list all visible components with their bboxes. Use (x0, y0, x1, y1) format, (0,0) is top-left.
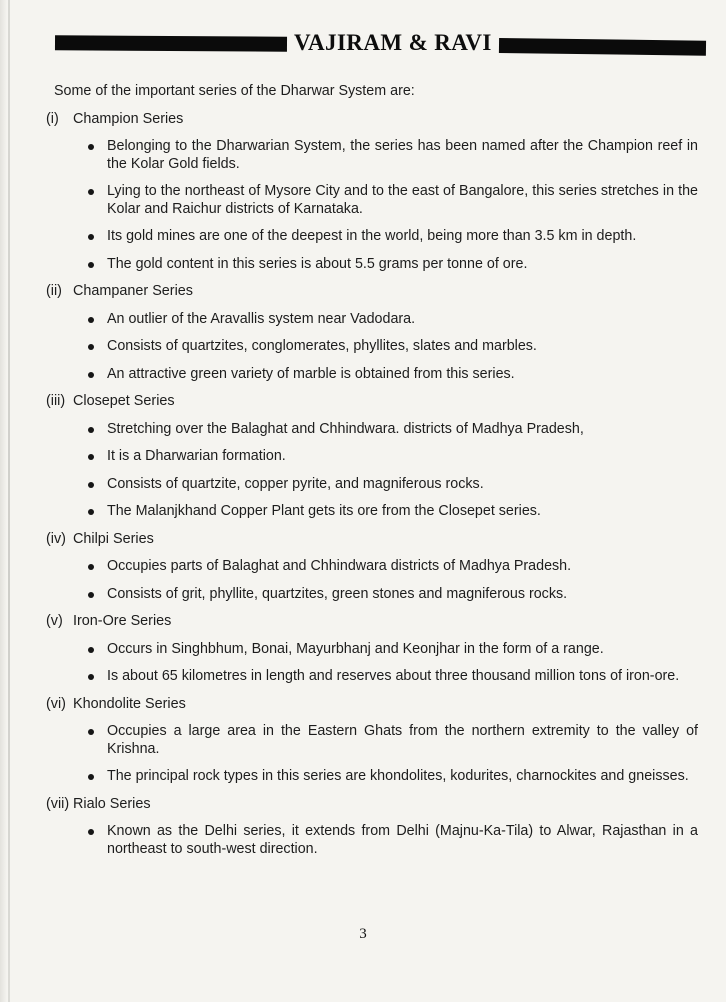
bullet-text: An outlier of the Aravallis system near Vadodara. (107, 310, 416, 327)
bullet-item (88, 421, 698, 439)
bullet-dot-icon (88, 482, 94, 488)
bullet-text: Consists of quartzites, conglomerates, phyllites, slates and marbles. (107, 338, 537, 354)
series-heading (46, 796, 698, 814)
bullet-text: Its gold mines are one of the deepest in the world, being more than 3.5 km in depth. (107, 228, 637, 244)
series-title: Rialo Series (73, 795, 151, 812)
series-heading (46, 111, 698, 129)
bullet-text: Is about 65 kilometres in length and reserves about three thousand million tons of iron-ore. (107, 668, 680, 684)
bullet-text: Lying to the northeast of Mysore City and to the east of Bangalore, this series stretches in the Kolar and Raichur districts of Karnataka. (107, 183, 698, 217)
bullet-dot-icon (88, 509, 94, 515)
bullet-text: Belonging to the Dharwarian System, the series has been named after the Champion reef in the Kolar Gold fields. (107, 138, 698, 172)
bullet-text: An attractive green variety of marble is obtained from this series. (107, 365, 515, 382)
series-label: (i) (46, 110, 59, 127)
bullet-item (88, 183, 698, 218)
series-bullets (0, 311, 726, 384)
bullet-dot-icon (88, 564, 94, 570)
bullet-dot-icon (88, 729, 94, 735)
bullet-dot-icon (88, 427, 94, 433)
bullet-dot-icon (88, 592, 94, 598)
series-label: (ii) (46, 283, 62, 299)
bullet-item (88, 138, 698, 173)
series-section (0, 531, 726, 604)
series-title: Chilpi Series (73, 530, 154, 547)
bullet-dot-icon (88, 189, 94, 195)
masthead (0, 0, 726, 56)
header-rule-left (55, 35, 287, 51)
scan-edge-artifact (8, 0, 10, 1002)
series-label: (vi) (46, 695, 66, 712)
series-heading (46, 531, 698, 549)
series-title: Khondolite Series (73, 695, 186, 712)
bullet-text: Known as the Delhi series, it extends from Delhi (Majnu-Ka-Tila) to Alwar, Rajasthan in a northeast to south-west direction. (107, 823, 698, 857)
bullet-text: Consists of grit, phyllite, quartzites, green stones and magniferous rocks. (107, 585, 568, 602)
series-bullets (0, 641, 726, 686)
bullet-item (88, 448, 698, 466)
page-number: 3 (359, 926, 367, 942)
bullet-text: Stretching over the Balaghat and Chhindwara. districts of Madhya Pradesh, (107, 420, 584, 437)
series-heading (46, 613, 698, 631)
bullet-text: The principal rock types in this series are khondolites, kodurites, charnockites and gneisses. (107, 768, 689, 784)
bullet-text: Occupies a large area in the Eastern Ghats from the northern extremity to the valley of Krishna. (107, 723, 698, 757)
bullet-dot-icon (88, 234, 94, 240)
bullet-item (88, 311, 698, 329)
bullet-text: The gold content in this series is about 5.5 grams per tonne of ore. (107, 255, 528, 272)
bullet-dot-icon (88, 344, 94, 350)
series-heading (46, 393, 698, 411)
series-bullets (0, 558, 726, 603)
bullet-item (88, 668, 698, 686)
series-label: (vii) (46, 795, 70, 812)
series-title: Champion Series (73, 110, 184, 127)
series-bullets (0, 138, 726, 273)
bullet-text: The Malanjkhand Copper Plant gets its ore from the Closepet series. (107, 503, 541, 519)
series-label: (v) (46, 613, 63, 629)
series-title: Champaner Series (73, 283, 193, 299)
bullet-item (88, 256, 698, 274)
bullet-item (88, 366, 698, 384)
bullet-item (88, 823, 698, 858)
page-title: VAJIRAM & RAVI (294, 30, 492, 55)
scan-edge-shade (0, 0, 7, 1002)
bullet-item (88, 228, 698, 246)
series-section (0, 796, 726, 859)
series-bullets (0, 723, 726, 786)
series-heading (46, 283, 698, 301)
bullet-item (88, 476, 698, 494)
series-list (0, 111, 726, 859)
series-title: Closepet Series (73, 393, 175, 409)
bullet-dot-icon (88, 674, 94, 680)
bullet-item (88, 641, 698, 659)
series-heading (46, 696, 698, 714)
bullet-text: Consists of quartzite, copper pyrite, and magniferous rocks. (107, 475, 484, 492)
bullet-item (88, 586, 698, 604)
series-title: Iron-Ore Series (73, 613, 172, 629)
bullet-dot-icon (88, 647, 94, 653)
bullet-text: It is a Dharwarian formation. (107, 448, 286, 464)
bullet-dot-icon (88, 144, 94, 150)
series-section (0, 393, 726, 521)
series-section (0, 111, 726, 274)
series-section (0, 283, 726, 383)
bullet-text: Occurs in Singhbhum, Bonai, Mayurbhanj and Keonjhar in the form of a range. (107, 640, 604, 657)
bullet-item (88, 338, 698, 356)
bullet-dot-icon (88, 454, 94, 460)
series-bullets (0, 823, 726, 858)
bullet-item (88, 768, 698, 786)
bullet-dot-icon (88, 774, 94, 780)
series-section (0, 696, 726, 786)
series-bullets (0, 421, 726, 521)
bullet-dot-icon (88, 262, 94, 268)
bullet-dot-icon (88, 372, 94, 378)
bullet-item (88, 503, 698, 521)
header-rule-right (499, 38, 706, 56)
series-label: (iv) (46, 530, 66, 547)
bullet-item (88, 723, 698, 758)
bullet-dot-icon (88, 317, 94, 323)
intro-line: Some of the important series of the Dharwar System are: (54, 83, 415, 99)
series-label: (iii) (46, 393, 66, 409)
series-section (0, 613, 726, 686)
bullet-text: Occupies parts of Balaghat and Chhindwara districts of Madhya Pradesh. (107, 558, 572, 574)
bullet-item (88, 558, 698, 576)
bullet-dot-icon (88, 829, 94, 835)
